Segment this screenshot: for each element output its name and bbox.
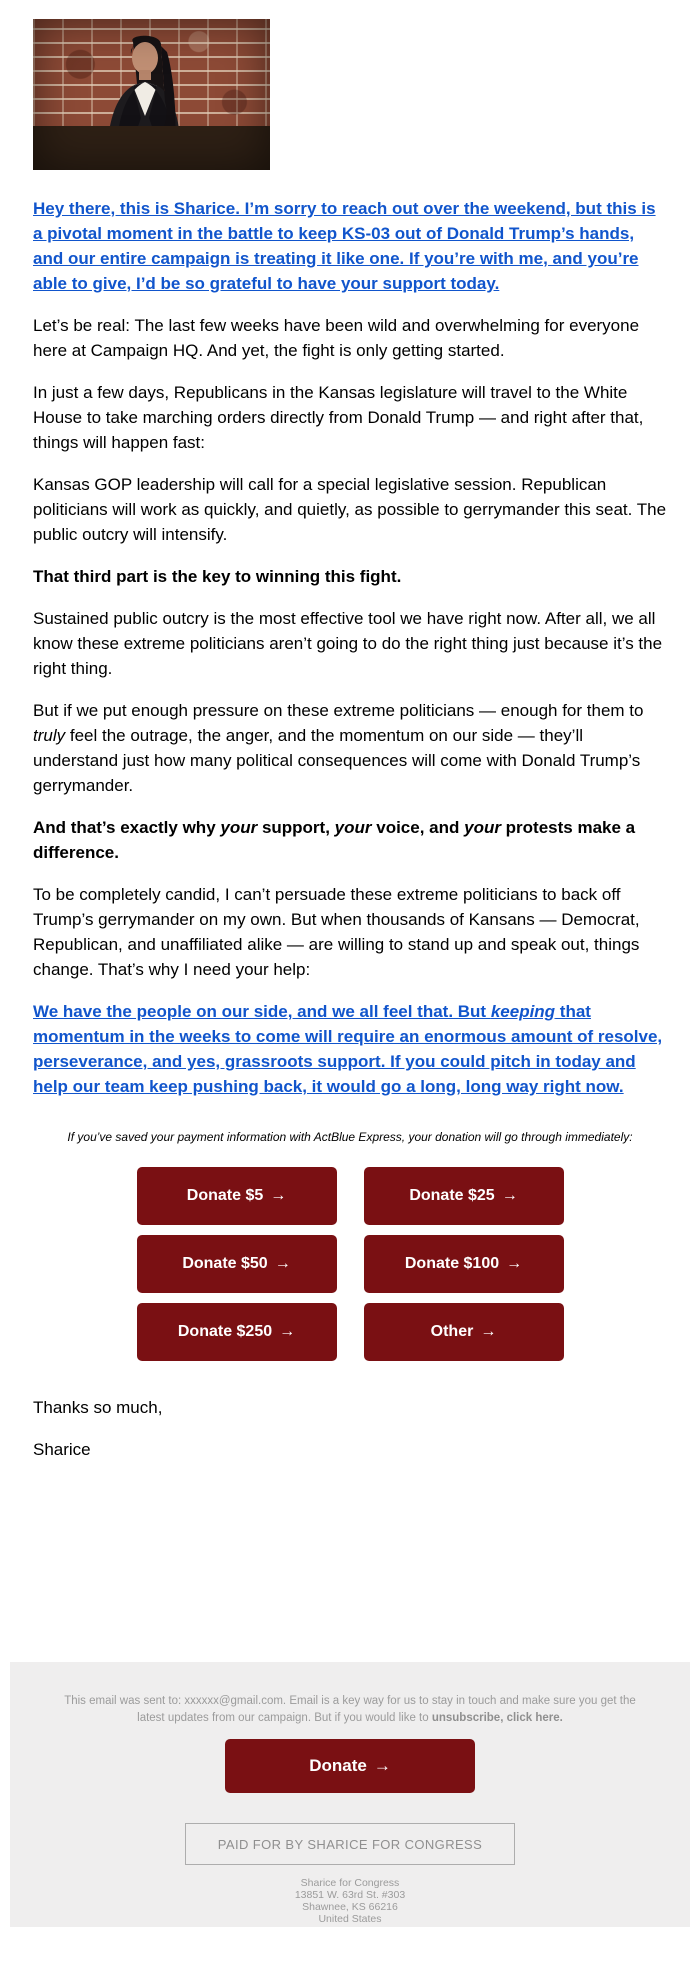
arrow-right-icon: → (373, 1756, 391, 1775)
campaign-address (10, 1877, 690, 1925)
body-paragraph-4-bold: That third part is the key to winning this fight. (33, 567, 402, 586)
donate-5-button[interactable] (137, 1167, 337, 1225)
paid-for-text: PAID FOR BY SHARICE FOR CONGRESS (217, 1836, 483, 1852)
signoff-text: Thanks so much, (33, 1398, 163, 1417)
signature-text: Sharice (33, 1440, 91, 1459)
arrow-right-icon: → (480, 1323, 497, 1340)
body-paragraph-5: Sustained public outcry is the most effective tool we have right now. After all, we all know these extreme politicians aren’t going to do the right thing just because it’s the right thing. (33, 609, 663, 678)
address-line-1: Sharice for Congress (300, 1877, 400, 1889)
arrow-right-icon: → (506, 1255, 523, 1272)
donate-250-button[interactable] (137, 1303, 337, 1361)
bottom-spacer (33, 1462, 667, 1662)
donate-25-label: Donate $25 (409, 1187, 495, 1204)
donate-50-label: Donate $50 (182, 1255, 268, 1272)
donate-5-label: Donate $5 (186, 1187, 264, 1204)
donate-25-button[interactable] (364, 1167, 564, 1225)
actblue-express-note: If you’ve saved your payment information with ActBlue Express, your donation will go through immediately: (67, 1130, 633, 1144)
donate-250-label: Donate $250 (177, 1323, 273, 1340)
footer-disclaimer[interactable]: This email was sent to: xxxxxx@gmail.com. Email is a key way for us to stay in touch and make sure you get the latest updates from our campaign. But if you would like to unsubscribe, click here. (64, 1695, 636, 1724)
body-paragraph-6: But if we put enough pressure on these extreme politicians — enough for them to truly feel the outrage, the anger, and the momentum on our side — they’ll understand just how many political consequences will come with Donald Trump’s gerrymander. (33, 701, 644, 795)
donate-other-button[interactable] (364, 1303, 564, 1361)
arrow-right-icon: → (270, 1187, 287, 1204)
body-paragraph-3: Kansas GOP leadership will call for a special legislative session. Republican politicians will work as quickly, and quietly, as possible to gerrymander this seat. The public outcry will intensify. (33, 475, 667, 544)
support-link-paragraph[interactable]: We have the people on our side, and we all feel that. But keeping that momentum in the weeks to come will require an enormous amount of resolve, perseverance, and yes, grassroots support. If you could pitch in today and help our team keep pushing back, it would go a long, long way right now. (33, 1002, 663, 1096)
intro-link-paragraph[interactable]: Hey there, this is Sharice. I’m sorry to reach out over the weekend, but this is a pivotal moment in the battle to keep KS-03 out of Donald Trump’s hands, and our entire campaign is treating it like one. If you’re with me, and you’re able to give, I’d be so grateful to have your support today. (33, 199, 656, 293)
paid-for-disclaimer-box (185, 1823, 515, 1865)
donate-button-grid (137, 1167, 564, 1361)
arrow-right-icon: → (279, 1323, 296, 1340)
arrow-right-icon: → (274, 1255, 291, 1272)
footer-donate-label: Donate (309, 1756, 367, 1775)
footer-donate-button[interactable] (225, 1739, 475, 1793)
body-paragraph-7-bold: And that’s exactly why your support, your voice, and your protests make a difference. (33, 818, 636, 862)
address-line-2: 13851 W. 63rd St. #303 (294, 1889, 406, 1901)
address-line-4: United States (318, 1913, 382, 1925)
arrow-right-icon: → (501, 1187, 518, 1204)
photo-vignette (33, 19, 270, 170)
body-paragraph-2: In just a few days, Republicans in the Kansas legislature will travel to the White House to take marching orders directly from Donald Trump — and right after that, things will happen fast: (33, 383, 644, 452)
donate-100-label: Donate $100 (404, 1255, 500, 1272)
donate-50-button[interactable] (137, 1235, 337, 1293)
hero-photo (33, 19, 270, 170)
donate-100-button[interactable] (364, 1235, 564, 1293)
email-footer (10, 1662, 690, 1927)
body-paragraph-8: To be completely candid, I can’t persuade these extreme politicians to back off Trump’s gerrymander on my own. But when thousands of Kansans — Democrat, Republican, and unaffiliated alike — are willing to stand up and speak out, things change. That’s why I need your help: (33, 885, 640, 979)
address-line-3: Shawnee, KS 66216 (302, 1901, 398, 1913)
body-paragraph-1: Let’s be real: The last few weeks have been wild and overwhelming for everyone here at Campaign HQ. And yet, the fight is only getting started. (33, 316, 640, 360)
donate-other-label: Other (430, 1323, 474, 1340)
